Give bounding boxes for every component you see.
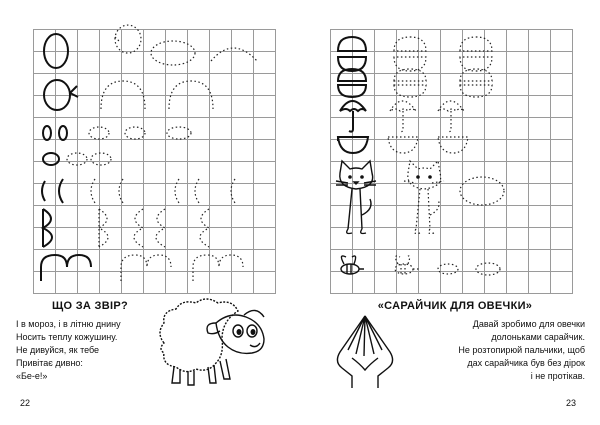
oval-dotted xyxy=(91,153,111,165)
sheep-mouth xyxy=(250,343,260,347)
oval-dotted xyxy=(67,153,87,165)
oval-dotted xyxy=(476,263,500,275)
cat-head-dotted xyxy=(408,161,441,189)
left-poem xyxy=(16,318,156,383)
oval-solid xyxy=(44,34,68,68)
arch-dotted xyxy=(101,81,145,109)
bowl-dotted xyxy=(438,137,468,153)
arc-dotted xyxy=(211,48,257,61)
arc-dotted xyxy=(195,179,199,203)
oval-dotted xyxy=(115,25,141,53)
b-shape-dotted xyxy=(134,209,143,247)
cat-eye xyxy=(348,175,352,179)
cat-eye xyxy=(360,175,364,179)
left-tracing-shapes xyxy=(33,29,275,293)
arc-dotted xyxy=(91,179,95,203)
arch-dotted xyxy=(169,81,213,109)
sheep-icon xyxy=(152,293,277,388)
poem-line: Носить теплу кожушину. xyxy=(16,332,118,342)
half-oval-bottom-solid xyxy=(338,85,366,97)
umbrella-dotted xyxy=(390,101,416,132)
left-tracing-grid xyxy=(33,29,276,294)
poem-line: Не розтопирюй пальчики, щоб xyxy=(458,345,585,355)
poem-line: і не протікав. xyxy=(530,371,585,381)
oval-dotted xyxy=(460,177,504,205)
arc-dotted xyxy=(119,179,123,203)
poem-line: «Бе-е!» xyxy=(16,371,48,381)
split-oval-dotted xyxy=(394,69,426,97)
oval-dotted xyxy=(151,41,195,65)
sheep-leg xyxy=(188,371,194,385)
fingers xyxy=(348,316,382,356)
b-shape-dotted xyxy=(156,209,165,247)
cat-body-dotted xyxy=(404,181,444,234)
oval-dotted xyxy=(167,127,191,139)
right-page-title: «САРАЙЧИК ДЛЯ ОВЕЧКИ» xyxy=(377,300,533,312)
right-hand xyxy=(365,316,393,388)
poem-line: І в мороз, і в літню днину xyxy=(16,319,121,329)
sheep-leg xyxy=(208,365,216,383)
oval-dotted xyxy=(89,127,109,139)
left-hand xyxy=(337,316,365,388)
bowl-solid xyxy=(338,137,368,153)
right-page xyxy=(300,0,600,425)
oval-solid xyxy=(44,80,70,110)
arc-dotted xyxy=(231,179,235,203)
b-shape-solid xyxy=(43,209,52,247)
bowl-dotted xyxy=(388,137,418,153)
oval-dotted xyxy=(438,264,458,274)
page-number: 22 xyxy=(20,398,31,408)
poem-line: Привітає дивно: xyxy=(16,358,83,368)
cat-eye xyxy=(416,175,420,179)
poem-line: дах сарайчика був без дірок xyxy=(467,358,585,368)
umbrella-dotted xyxy=(438,101,464,132)
sheep-ear xyxy=(244,310,264,317)
sheep-pupil xyxy=(251,329,256,335)
oval-dotted xyxy=(125,127,145,139)
praying-hands-icon xyxy=(330,310,400,390)
right-tracing-shapes xyxy=(330,29,572,293)
arc-solid xyxy=(59,179,63,203)
oval-small xyxy=(43,126,51,140)
left-page-title: ЩО ЗА ЗВІР? xyxy=(52,300,128,312)
half-oval-top-solid xyxy=(338,37,366,51)
b-shape-dotted xyxy=(99,209,108,247)
bee-body-solid xyxy=(341,264,359,274)
oval-small xyxy=(43,153,59,165)
page-number: 23 xyxy=(566,398,577,408)
sheep-leg xyxy=(220,359,230,379)
sheep-pupil xyxy=(237,329,242,335)
split-oval-dotted xyxy=(460,69,492,97)
sheep-ear xyxy=(207,323,220,334)
arc-dotted xyxy=(175,179,179,203)
cat-body-solid xyxy=(347,189,371,234)
cat-eye xyxy=(428,175,432,179)
right-tracing-grid xyxy=(330,29,573,294)
thumbs xyxy=(352,358,378,370)
oval-small xyxy=(59,126,67,140)
b-shape-dotted xyxy=(200,209,209,247)
poem-line: долоньками сарайчик. xyxy=(491,332,585,342)
m-shape-solid xyxy=(41,255,91,281)
m-shape-dotted xyxy=(193,255,243,281)
poem-line: Не дивуйся, як тебе xyxy=(16,345,100,355)
umbrella-solid xyxy=(340,101,366,132)
sheep-leg xyxy=(172,367,180,383)
right-poem xyxy=(415,318,585,383)
split-oval-dotted xyxy=(460,37,492,71)
arrow xyxy=(70,86,78,97)
split-oval-dotted xyxy=(394,37,426,71)
bee-body-dotted xyxy=(395,264,413,274)
m-shape-dotted xyxy=(121,255,171,281)
arc-solid xyxy=(42,181,45,201)
poem-line: Давай зробимо для овечки xyxy=(472,319,585,329)
